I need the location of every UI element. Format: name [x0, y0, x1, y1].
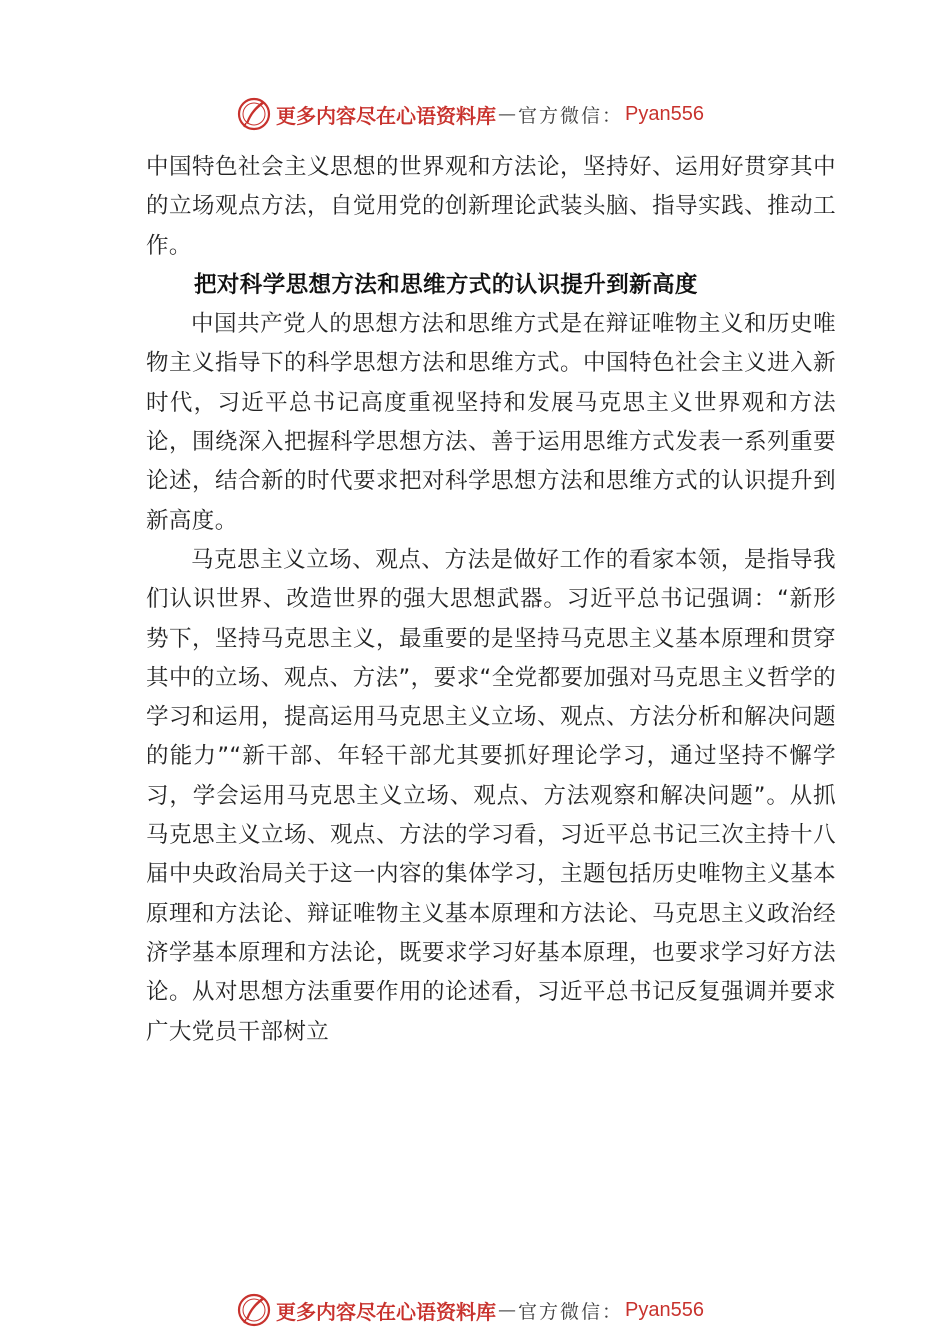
paragraph-2: 中国共产党人的思想方法和思维方式是在辩证唯物主义和历史唯物主义指导下的科学思想方法和思维方式。中国特色社会主义进入新时代，习近平总书记高度重视坚持和发展马克思主义世界观和方法论，围绕深入把握科学思想方法、善于运用思维方式发表一系列重要论述，结合新的时代要求把对科学思想方法和思维方式的认识提升到新高度。 [146, 311, 836, 534]
banner-wechat-id: Pyan556 [625, 102, 704, 125]
footer-dash: — [498, 1299, 516, 1321]
quill-pen-logo-icon [236, 96, 272, 132]
paragraph-1: 中国特色社会主义思想的世界观和方法论，坚持好、运用好贯穿其中的立场观点方法，自觉用党的创新理论武装头脑、指导实践、推动工作。 [146, 154, 836, 259]
document-body [146, 148, 836, 1052]
footer-wechat-label: 官方微信： [518, 1300, 624, 1323]
banner-slogan: 更多内容尽在心语资料库 [276, 103, 496, 128]
banner-dash: — [498, 103, 516, 125]
quill-pen-logo-icon [236, 1292, 272, 1328]
footer-slogan: 更多内容尽在心语资料库 [276, 1299, 496, 1324]
paragraph-3: 马克思主义立场、观点、方法是做好工作的看家本领，是指导我们认识世界、改造世界的强大思想武器。习近平总书记强调：“新形势下，坚持马克思主义，最重要的是坚持马克思主义基本原理和贯穿其中的立场、观点、方法”，要求“全党都要加强对马克思主义哲学的学习和运用，提高运用马克思主义立场、观点、方法分析和解决问题的能力”“新干部、年轻干部尤其要抓好理论学习，通过坚持不懈学习，学会运用马克思主义立场、观点、方法观察和解决问题”。从抓马克思主义立场、观点、方法的学习看，习近平总书记三次主持十八届中央政治局关于这一内容的集体学习，主题包括历史唯物主义基本原理和方法论、辩证唯物主义基本原理和方法论、马克思主义政治经济学基本原理和方法论，既要求学习好基本原理，也要求学习好方法论。从对思想方法重要作用的论述看，习近平总书记反复强调并要求广大党员干部树立 [146, 546, 836, 1045]
footer-banner [236, 1290, 704, 1330]
section-heading: 把对科学思想方法和思维方式的认识提升到新高度 [194, 271, 698, 298]
header-banner [236, 94, 704, 134]
footer-wechat-id: Pyan556 [625, 1298, 704, 1321]
banner-wechat-label: 官方微信： [518, 104, 624, 127]
